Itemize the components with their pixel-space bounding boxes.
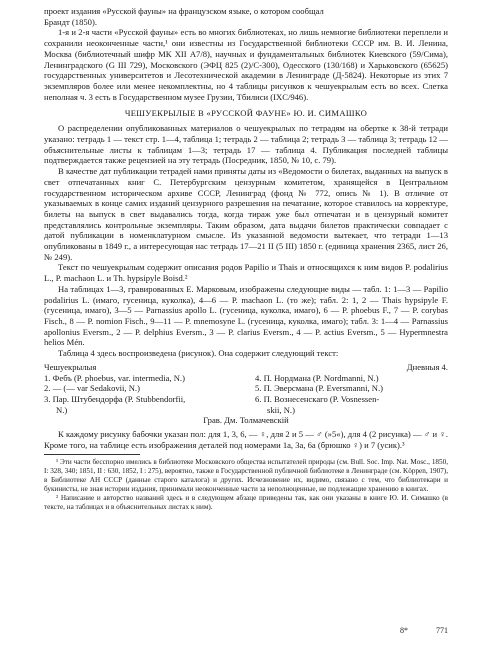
page-footer [44, 626, 448, 636]
plate-left-column [44, 362, 249, 416]
footnote: ¹ Эти части бесспорно имелись в библиотеке Московского общества испытателей природы (см. Bull. Soc. Imp. Nat. Mosc., 1850, I: 328, 340; 1851, II : 630, 1852, I : 275), вероятно, также в Государственной публичной библиотеке в Ленинграде (см. Köppen, 1907), в Библиотеке АН СССР (данные старого каталога) и других. Исчезновение их, видимо, связано с тем, что библиотекари и букинисты, не зная истории издания, принимали неоконченные части за неполноценные, не подлежащие хранению в книгах. [44, 458, 448, 494]
footnote: ² Написание и авторство названий здесь и в следующем абзаце приведены так, как они указаны в книге Ю. И. Симашко (в тексте, на таблицах и в объяснительных листах к ним). [44, 494, 448, 512]
plate-right-header: Дневныя 4. [406, 361, 448, 372]
plate-engraver: Грав. Дм. Толмачевскій [203, 415, 289, 426]
plate-item: 3. Пар. Штубендорфа (P. Stubbendorfii, [44, 393, 186, 404]
plate-right-column [255, 362, 448, 416]
table4-paragraph: Таблица 4 здесь воспроизведена (рисунок). Она содержит следующий текст: [58, 348, 339, 359]
copies-paragraph: 1-я и 2-я части «Русской фауны» есть во многих библиотеках, но лишь немногие библиотеки переплели и сохранили неоконченные части,¹ они известны из Государственной библиотеки СССР им. В. И. Ленина, Москва (библиотечный шифр МК XII А7/8), научных и фундаментальных библиотек Киевского (59/Сима), Ленинградского (G III 729), Московского (ЭФЦ 825 (2)/С-300), Одесского (130/168) и Харьковского (65625) государственных университетов и Лесотехнической академии в Ленинграде (Д-5824). Некоторые из этих 7 экземпляров более или менее некомплектны, но 4 таблицы рисунков к чешуекрылым есть во всех. Слетка неполная ч. 3 есть в Государственном музее Грузии, Тбилиси (IXC/946). [44, 27, 448, 102]
plate-item: skii, N.) [267, 404, 295, 415]
plate-item: 1. Фебъ (P. phoebus, var. intermedia, N.) [44, 372, 185, 383]
plate-item: 2. — (— var Sedakovii, N.) [44, 383, 140, 394]
plate-item: 6. П. Вознесенскаго (P. Vosnessen- [255, 393, 380, 404]
footnotes [44, 458, 448, 512]
plate-item: 4. П. Нордмана (P. Nordmanni, N.) [255, 372, 379, 383]
text-paragraph: Текст по чешуекрылым содержит описания родов Papilio и Thais и относящихся к ним видов P. podalirius L., P. machaon L. и Th. hypsipyle Boisd.² [44, 262, 448, 284]
signature-mark: 8* [400, 626, 408, 635]
top-paragraph-line: проект издания «Русской фауны» на французском языке, о котором сообщал [44, 6, 324, 16]
plate-item: N.) [56, 404, 68, 415]
plate-left-header: Чешуекрылыя [44, 361, 97, 372]
dates-paragraph: В качестве дат публикации тетрадей нами приняты даты из «Ведомости о билетах, выданных на выпуск в свет отпечатанных книг С. Петербургским цензурным комитетом, хранящейся в Центральном государственном историческом архиве СССР, Ленинград (фонд № 772, опись № 1). В отличие от указываемых в конце самих изданий цензурного разрешения на печатание, которое ставилось на корректуре, билеты на выпуск в свет выдавались тогда, когда тираж уже был отпечатан и в цензурный комитет представлялись контрольные экземпляры. Таким образом, дата выдачи билетов практически совпадает с датой публикации в номенклатурном смысле. Из указанной ведомости вытекает, что тетради 1—13 опубликованы в 1849 г., а интересующая нас тетрадь 17—21 II (5 III) 1850 г. (единица хранения 2365, лист 26, № 249). [44, 166, 448, 262]
sex-paragraph: К каждому рисунку бабочки указан пол: для 1, 3, 6, — ♀, для 2 и 5 — ♂ (»5«), для 4 (2 рисунка) — ♂ и ♀. Кроме того, на таблице есть изображения деталей под номерами 1а, 3а, 6а (брюшко ♀) и 7 (усик).³ [44, 429, 448, 450]
footnote-divider [44, 454, 140, 455]
distribution-paragraph: О распределении опубликованных материалов о чешуекрылых по тетрадям на обертке к 38-й тетради указано: тетрадь 1 — текст стр. 1—4, таблица 1; тетрадь 2 — таблица 2; тетрадь 3 — таблица 3; тетрадь 12 — объяснительные листы к таблицам 1—3; тетрадь 17 — таблица 4. Публикация последней таблицы подтверждается также рецензией на эту тетрадь (Посредник, 1850, № 10, с. 79). [44, 123, 448, 166]
plate-item: 5. П. Эверсмана (P. Eversmanni, N.) [255, 383, 384, 394]
section-title: ЧЕШУЕКРЫЛЫЕ В «РУССКОЙ ФАУНЕ» Ю. И. СИМАШКО [124, 108, 368, 119]
top-paragraph-line: Брандт (1850). [44, 16, 97, 27]
plate-text-columns [44, 362, 448, 416]
tables-paragraph: На таблицах 1—3, гравированных Е. Марковым, изображены следующие виды — табл. 1: 1—3 — Papilio podalirius L. (имаго, гусеница, куколка), 4—6 — P. machaon L. (то же); табл. 2: 1, 2 — Thais hypsipyle F. (гусеница, имаго), 3—5 — Parnassius apollo L. (гусеница, куколка, имаго), 6 — P. phoebus F., 7 — P. corybas Fisch., 8 — P. nomion Fisch., 9—11 — P. mnemosyne L. (гусеница, куколка, имаго); табл. 3: 1—4 — Parnassius apollonius Eversm., 2 — P. delphius Eversm., 3 — P. clarius Eversm., 4 — P. actius Eversm., 5 — Hypermnestra helios Mén. [44, 283, 448, 348]
page-number: 771 [436, 626, 448, 635]
